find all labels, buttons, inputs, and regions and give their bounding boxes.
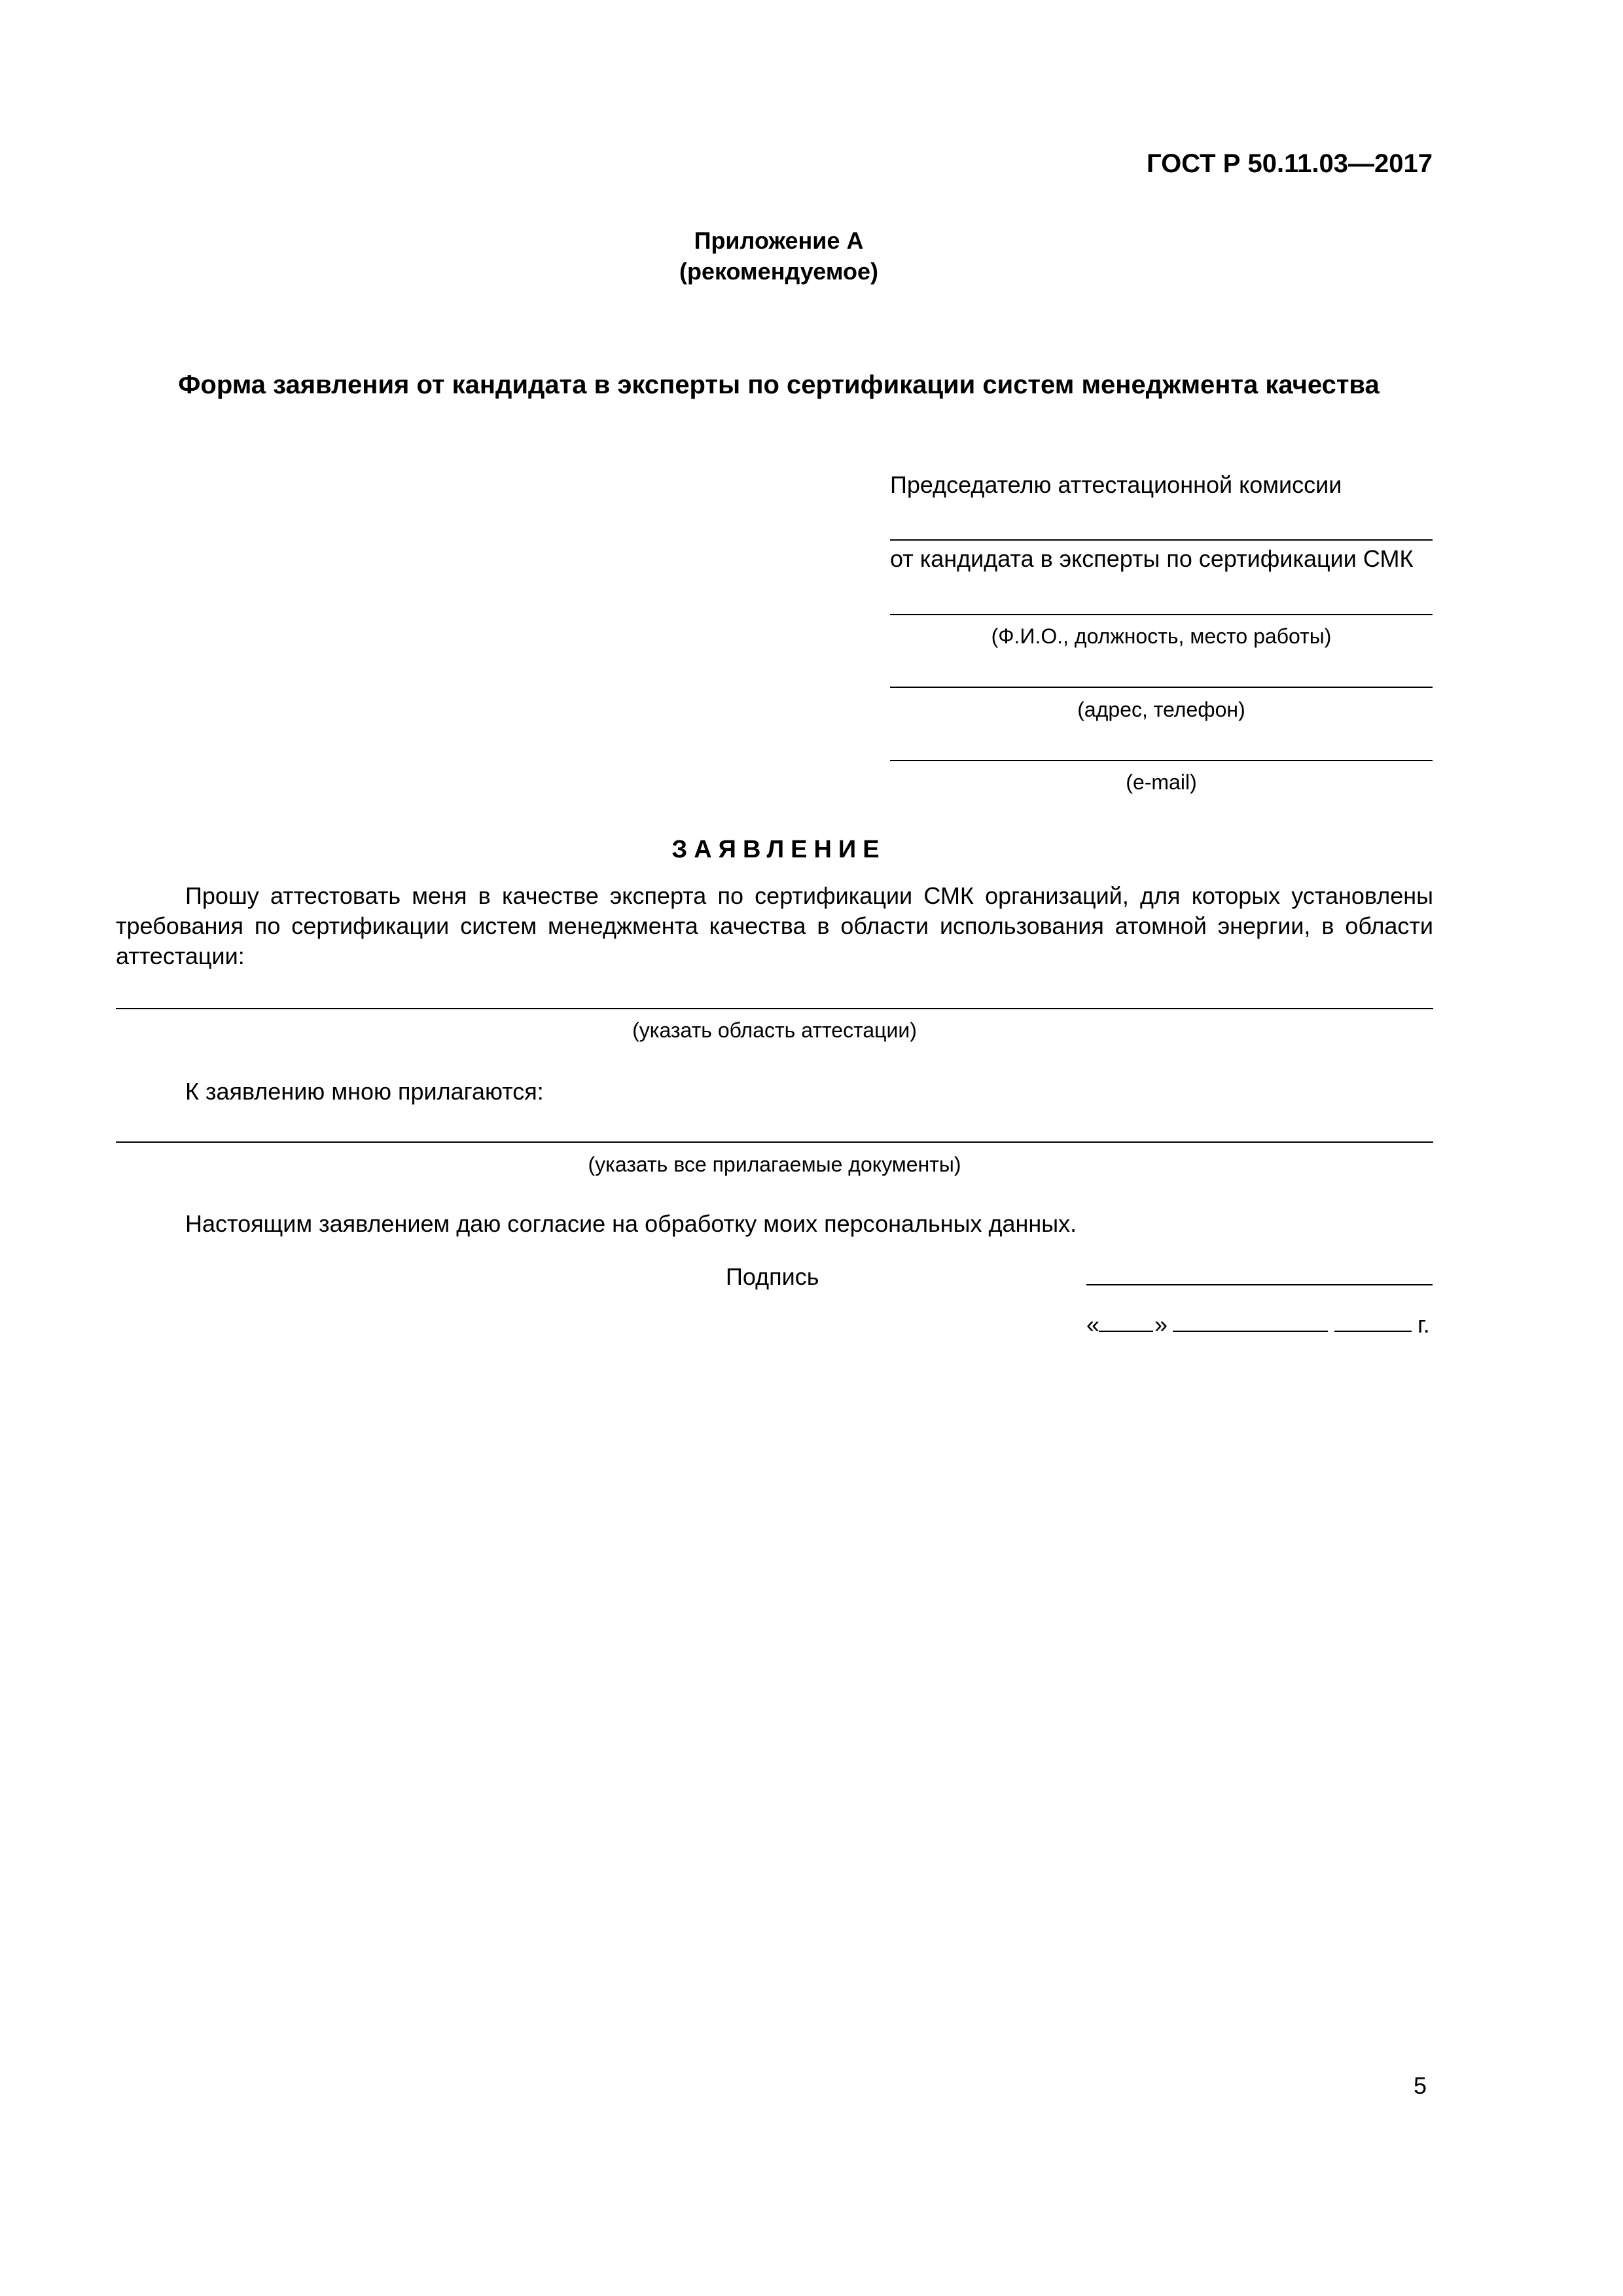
form-title: Форма заявления от кандидата в эксперты по сертификации систем менеджмента качества <box>178 370 1380 399</box>
statement-title: ЗАЯВЛЕНИЕ <box>671 836 886 863</box>
page-number: 5 <box>1414 2072 1427 2099</box>
scope-line <box>116 1008 1433 1009</box>
hint-attachments: (указать все прилагаемые документы) <box>588 1153 961 1176</box>
year-suffix: г. <box>1418 1311 1430 1338</box>
document-code: ГОСТ Р 50.11.03—2017 <box>1147 149 1433 178</box>
attachments-label: К заявлению мною прилагаются: <box>185 1078 544 1105</box>
date-close-quote: » <box>1154 1311 1168 1338</box>
date-open-quote: « <box>1086 1311 1100 1338</box>
appendix-subtitle: (рекомендуемое) <box>679 258 878 285</box>
signature-line <box>1086 1284 1433 1285</box>
candidate-name-line <box>890 614 1433 615</box>
appendix-title: Приложение А <box>694 227 864 254</box>
signature-label: Подпись <box>726 1263 819 1290</box>
statement-body: Прошу аттестовать меня в качестве эксперта по сертификации СМК организаций, для которых установлены требования по сертификации систем менеджмента качества в области использования атомной энергии, в области аттестации: <box>116 882 1433 969</box>
hint-name: (Ф.И.О., должность, место работы) <box>991 624 1332 648</box>
addressee-chair: Председателю аттестационной комиссии <box>890 471 1342 498</box>
attachments-line <box>116 1141 1433 1143</box>
consent-text: Настоящим заявлением даю согласие на обработку моих персональных данных. <box>185 1210 1077 1237</box>
date-day-line <box>1099 1331 1153 1332</box>
date-month-line <box>1173 1331 1328 1332</box>
hint-scope: (указать область аттестации) <box>632 1018 917 1042</box>
hint-email: (e-mail) <box>1126 770 1197 794</box>
appendix-heading <box>0 225 1558 287</box>
address-line <box>890 687 1433 688</box>
email-line <box>890 760 1433 761</box>
chair-name-line <box>890 539 1433 541</box>
date-year-line <box>1334 1331 1412 1332</box>
addressee-from: от кандидата в эксперты по сертификации СМК <box>890 545 1414 572</box>
hint-address: (адрес, телефон) <box>1077 698 1245 721</box>
